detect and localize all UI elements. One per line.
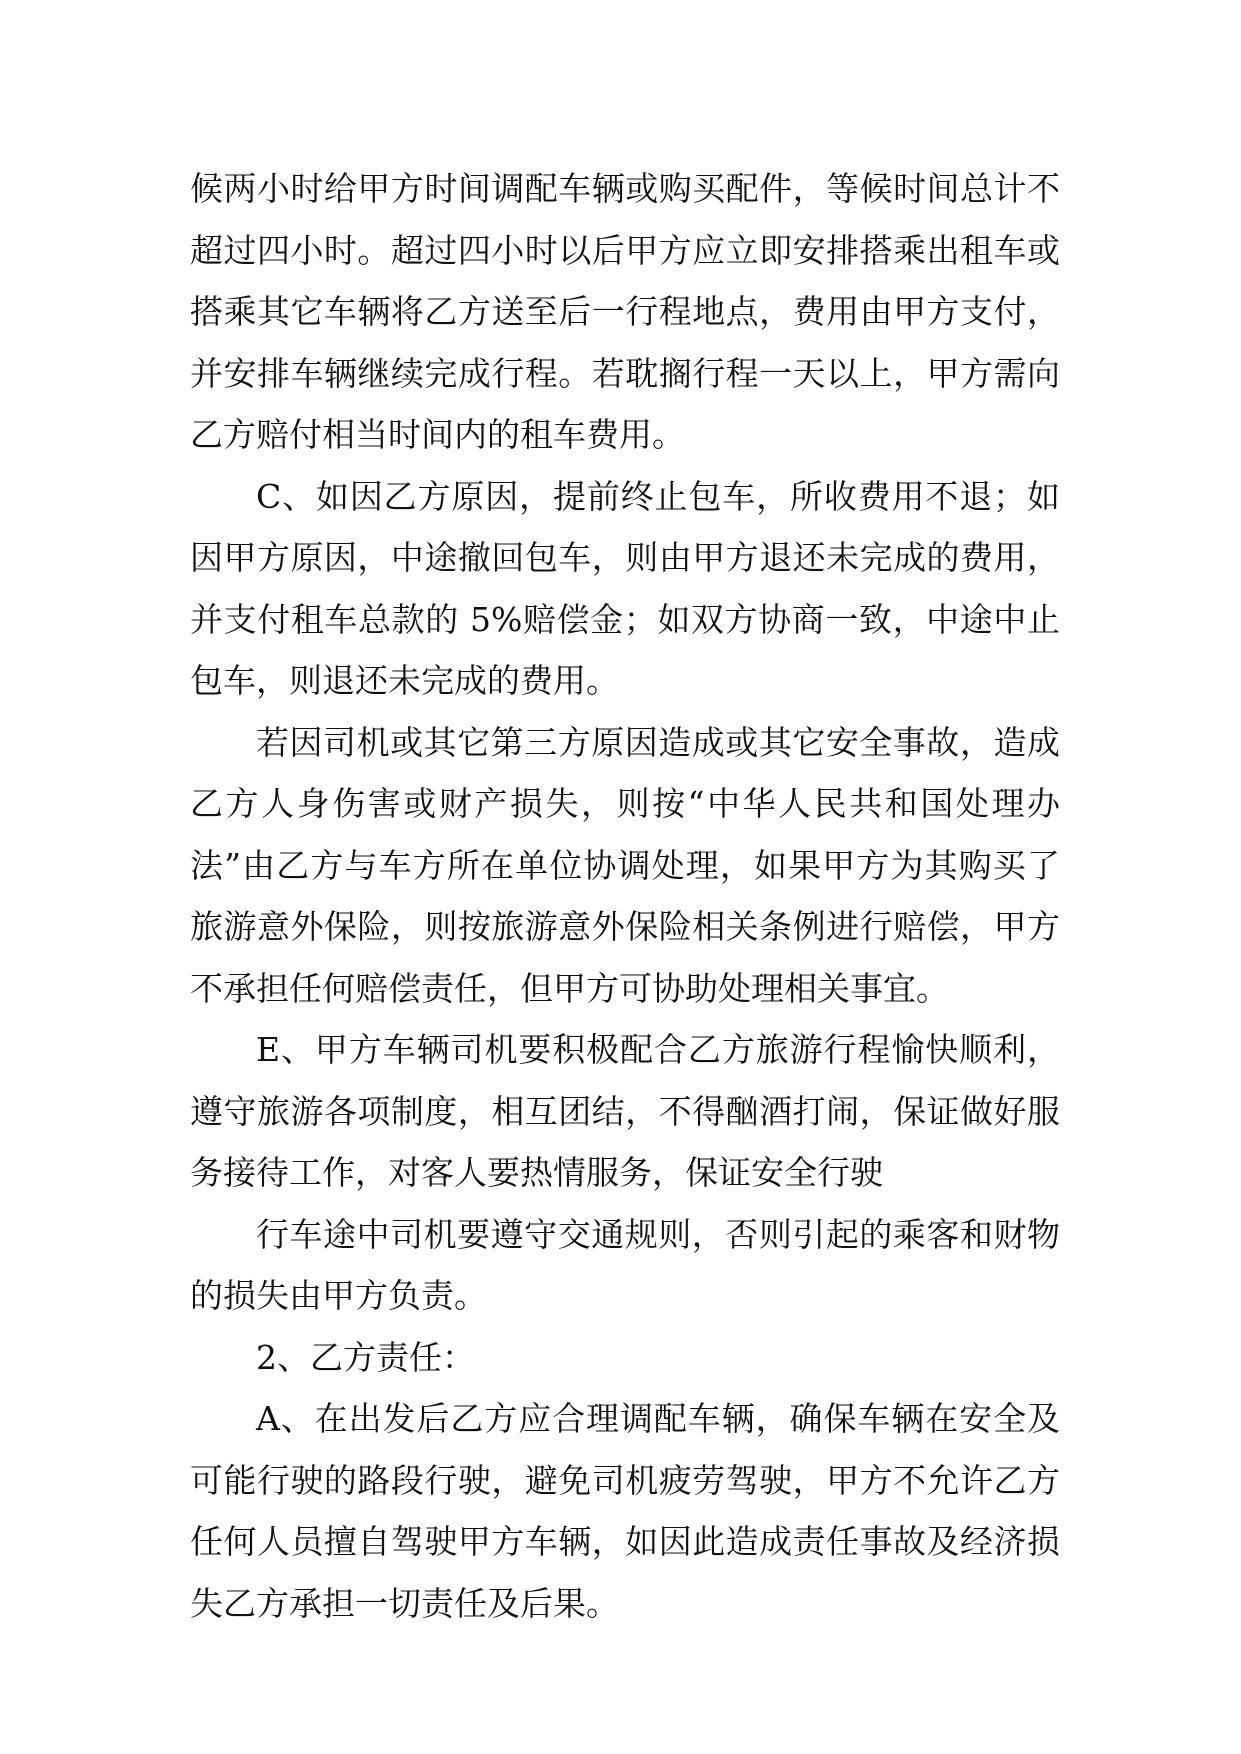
paragraph-6: 2、乙方责任： bbox=[256, 1337, 475, 1377]
document-body bbox=[190, 158, 1060, 1634]
paragraph-4: E、甲方车辆司机要积极配合乙方旅游行程愉快顺利，遵守旅游各项制度，相互团结，不得酗酒打闹，保证做好服务接待工作，对客人要热情服务，保证安全行驶 bbox=[190, 1030, 1060, 1192]
paragraph-7: A、在出发后乙方应合理调配车辆，确保车辆在安全及可能行驶的路段行驶，避免司机疲劳驾驶，甲方不允许乙方任何人员擅自驾驶甲方车辆，如因此造成责任事故及经济损失乙方承担一切责任及后果。 bbox=[190, 1399, 1060, 1623]
paragraph-3: 若因司机或其它第三方原因造成或其它安全事故，造成乙方人身伤害或财产损失，则按“中华人民共和国处理办法”由乙方与车方所在单位协调处理，如果甲方为其购买了旅游意外保险，则按旅游意外保险相关条例进行赔偿，甲方不承担任何赔偿责任，但甲方可协助处理相关事宜。 bbox=[190, 722, 1060, 1008]
paragraph-1: 候两小时给甲方时间调配车辆或购买配件，等候时间总计不超过四小时。超过四小时以后甲方应立即安排搭乘出租车或搭乘其它车辆将乙方送至后一行程地点，费用由甲方支付，并安排车辆继续完成行程。若耽搁行程一天以上，甲方需向乙方赔付相当时间内的租车费用。 bbox=[190, 169, 1060, 454]
paragraph-5: 行车途中司机要遵守交通规则，否则引起的乘客和财物的损失由甲方负责。 bbox=[190, 1214, 1060, 1315]
paragraph-2: C、如因乙方原因，提前终止包车，所收费用不退；如因甲方原因，中途撤回包车，则由甲方退还未完成的费用，并支付租车总款的 5%赔偿金；如双方协商一致，中途中止包车，则退还未完成的费用。 bbox=[190, 476, 1060, 700]
